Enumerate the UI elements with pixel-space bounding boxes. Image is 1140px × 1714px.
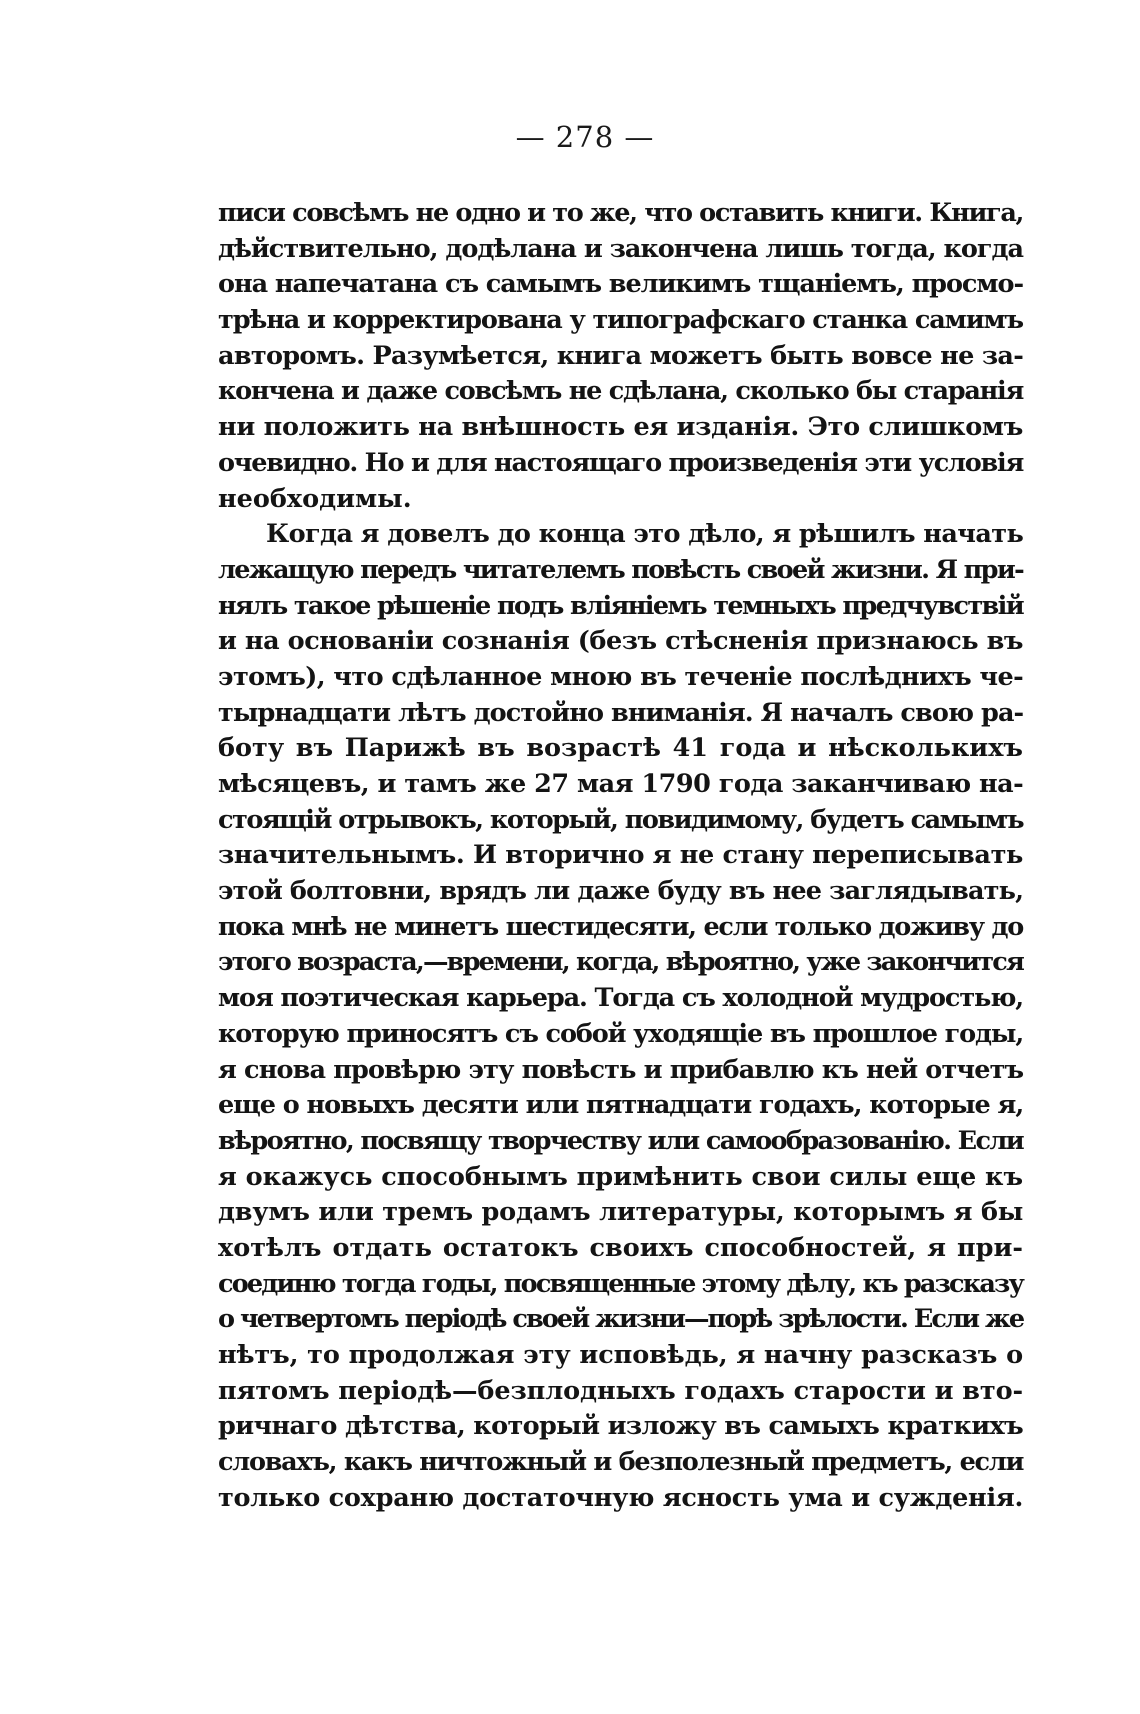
text-line: дѣйствительно, додѣлана и закончена лишь тогда, когда: [218, 233, 1023, 264]
text-line: писи совсѣмъ не одно и то же, что оставить книги. Книга,: [218, 198, 1024, 228]
text-line: о четвертомъ періодѣ своей жизни—порѣ зрѣлости. Если же: [218, 1304, 1024, 1335]
text-line: авторомъ. Разумѣется, книга можетъ быть вовсе не за-: [218, 340, 1024, 371]
text-line: Когда я довелъ до конца это дѣло, я рѣшилъ начать: [266, 519, 1024, 550]
text-line: которую приносятъ съ собой уходящіе въ прошлое годы,: [218, 1018, 1024, 1049]
text-line: пятомъ періодѣ—безплодныхъ годахъ старости и вто-: [218, 1375, 1023, 1406]
text-line: значительнымъ. И вторично я не стану переписывать: [218, 840, 1023, 871]
text-line: трѣна и корректирована у типографскаго станка самимъ: [218, 305, 1023, 336]
text-line: только сохраню достаточную ясность ума и сужденія.: [218, 1482, 1024, 1513]
text-line: еще о новыхъ десяти или пятнадцати годахъ, которые я,: [218, 1090, 1024, 1121]
text-line: стоящій отрывокъ, который, повидимому, будетъ самымъ: [218, 804, 1024, 835]
text-line: двумъ или тремъ родамъ литературы, которымъ я бы: [218, 1197, 1024, 1228]
text-line: и на основаніи сознанія (безъ стѣсненія признаюсь въ: [218, 626, 1023, 657]
text-line: тырнадцати лѣтъ достойно вниманія. Я началъ свою ра-: [218, 697, 1024, 728]
text-line: лежащую передъ читателемъ повѣсть своей жизни. Я при-: [218, 554, 1023, 585]
text-line: очевидно. Но и для настоящаго произведенія эти условія: [218, 447, 1024, 478]
text-line: кончена и даже совсѣмъ не сдѣлана, сколько бы старанія: [218, 376, 1024, 407]
text-line: соединю тогда годы, посвященные этому дѣлу, къ разсказу: [218, 1268, 1023, 1299]
text-line: мѣсяцевъ, и тамъ же 27 мая 1790 года заканчиваю на-: [218, 769, 1024, 799]
body-text: [218, 196, 1023, 1516]
text-line: ни положить на внѣшность ея изданія. Это слишкомъ: [218, 412, 1024, 443]
text-line: этого возраста,—времени, когда, вѣроятно, уже закончится: [218, 947, 1023, 978]
text-line: этомъ), что сдѣланное мною въ теченіе послѣднихъ че-: [218, 661, 1024, 692]
page-number: — 278 —: [515, 120, 655, 154]
text-line: моя поэтическая карьера. Тогда съ холодной мудростью,: [218, 983, 1024, 1014]
text-line: пока мнѣ не минетъ шестидесяти, если только доживу до: [218, 911, 1023, 942]
text-line: хотѣлъ отдать остатокъ своихъ способностей, я при-: [218, 1232, 1023, 1263]
paragraph-1: [218, 196, 1023, 517]
text-line: вѣроятно, посвящу творчеству или самообразованію. Если: [218, 1125, 1024, 1156]
text-line: нялъ такое рѣшеніе подъ вліяніемъ темныхъ предчувствій: [218, 590, 1023, 621]
text-line: нѣтъ, то продолжая эту исповѣдь, я начну разсказъ о: [218, 1340, 1023, 1370]
text-line: я снова провѣрю эту повѣсть и прибавлю къ ней отчетъ: [218, 1054, 1024, 1085]
text-line: этой болтовни, врядъ ли даже буду въ нее заглядывать,: [218, 876, 1024, 907]
text-line: я окажусь способнымъ примѣнить свои силы еще къ: [218, 1161, 1023, 1192]
text-line: ричнаго дѣтства, который изложу въ самыхъ краткихъ: [218, 1411, 1023, 1442]
text-line: боту въ Парижѣ въ возрастѣ 41 года и нѣсколькихъ: [218, 733, 1023, 764]
paragraph-2: [218, 517, 1023, 1516]
text-line: словахъ, какъ ничтожный и безполезный предметъ, если: [218, 1447, 1024, 1478]
text-line: она напечатана съ самымъ великимъ тщаніемъ, просмо-: [218, 269, 1023, 300]
text-line: необходимы.: [218, 483, 412, 514]
